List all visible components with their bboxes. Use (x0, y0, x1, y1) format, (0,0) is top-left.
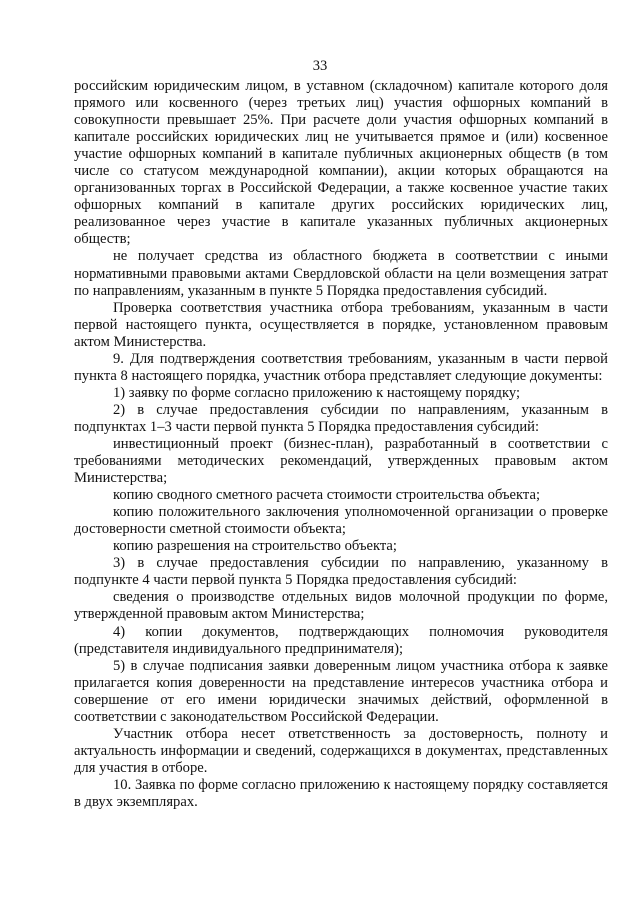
paragraph-clause-9: 9. Для подтверждения соответствия требованиям, указанным в части первой пункта 8 настоящего порядка, участник отбора представляет следующие документы: (74, 350, 608, 384)
paragraph-compliance-check: Проверка соответствия участника отбора требованиям, указанным в части первой настоящего пункта, осуществляется в порядке, установленном правовым актом Министерства. (74, 299, 608, 350)
paragraph-participant-responsibility: Участник отбора несет ответственность за достоверность, полноту и актуальность информации и сведений, содержащихся в документах, представленных для участия в отборе. (74, 725, 608, 776)
list-item-5-power-of-attorney: 5) в случае подписания заявки доверенным лицом участника отбора к заявке прилагается копия доверенности на представление интересов участника отбора и совершение от его имени юридически значимых действий, оформленной в соответствии с законодательством Российской Федерации. (74, 657, 608, 725)
list-item-investment-project: инвестиционный проект (бизнес-план), разработанный в соответствии с требованиями методических рекомендаций, утвержденных правовым актом Министерства; (74, 435, 608, 487)
paragraph-clause-10: 10. Заявка по форме согласно приложению к настоящему порядку составляется в двух экземплярах. (74, 776, 608, 810)
list-item-positive-conclusion-copy: копию положительного заключения уполномоченной организации о проверке достоверности сметной стоимости объекта; (74, 504, 608, 538)
list-item-4-authority-documents: 4) копии документов, подтверждающих полномочия руководителя (представителя индивидуального предпринимателя); (74, 623, 608, 657)
list-item-2-subsidy-directions: 2) в случае предоставления субсидии по направлениям, указанным в подпунктах 1–3 части первой пункта 5 Порядка предоставления субсидий: (74, 401, 608, 435)
list-item-dairy-production-info: сведения о производстве отдельных видов молочной продукции по форме, утвержденной правовым актом Министерства; (74, 589, 608, 623)
paragraph-offshore-participation: российским юридическим лицом, в уставном (складочном) капитале которого доля прямого или косвенного (через третьих лиц) участия офшорных компаний в совокупности превышает 25%. При расчете доли участия офшорных компаний в капитале российских юридических лиц не учитывается прямое и (или) косвенное участие офшорных компаний в капитале публичных акционерных обществ (в том числе со статусом международной компании), акции которых обращаются на организованных торгах в Российской Федерации, а также косвенное участие таких офшорных компаний в капитале других российских юридических лиц, реализованное через участие в капитале указанных публичных акционерных обществ; (74, 78, 608, 248)
list-item-estimate-copy: копию сводного сметного расчета стоимости строительства объекта; (113, 487, 541, 504)
page-number: 33 (312, 58, 328, 74)
paragraph-no-regional-budget-funds: не получает средства из областного бюджета в соответствии с иными нормативными правовыми актами Свердловской области на цели возмещения затрат по направлениям, указанным в пункте 5 Порядка предоставления субсидий. (74, 248, 608, 299)
list-item-construction-permit-copy: копию разрешения на строительство объекта; (113, 538, 397, 555)
list-item-3-subsidy-direction: 3) в случае предоставления субсидии по направлению, указанному в подпункте 4 части первой пункта 5 Порядка предоставления субсидий: (74, 555, 608, 589)
list-item-1-application: 1) заявку по форме согласно приложению к настоящему порядку; (113, 384, 521, 401)
document-body (74, 78, 608, 811)
